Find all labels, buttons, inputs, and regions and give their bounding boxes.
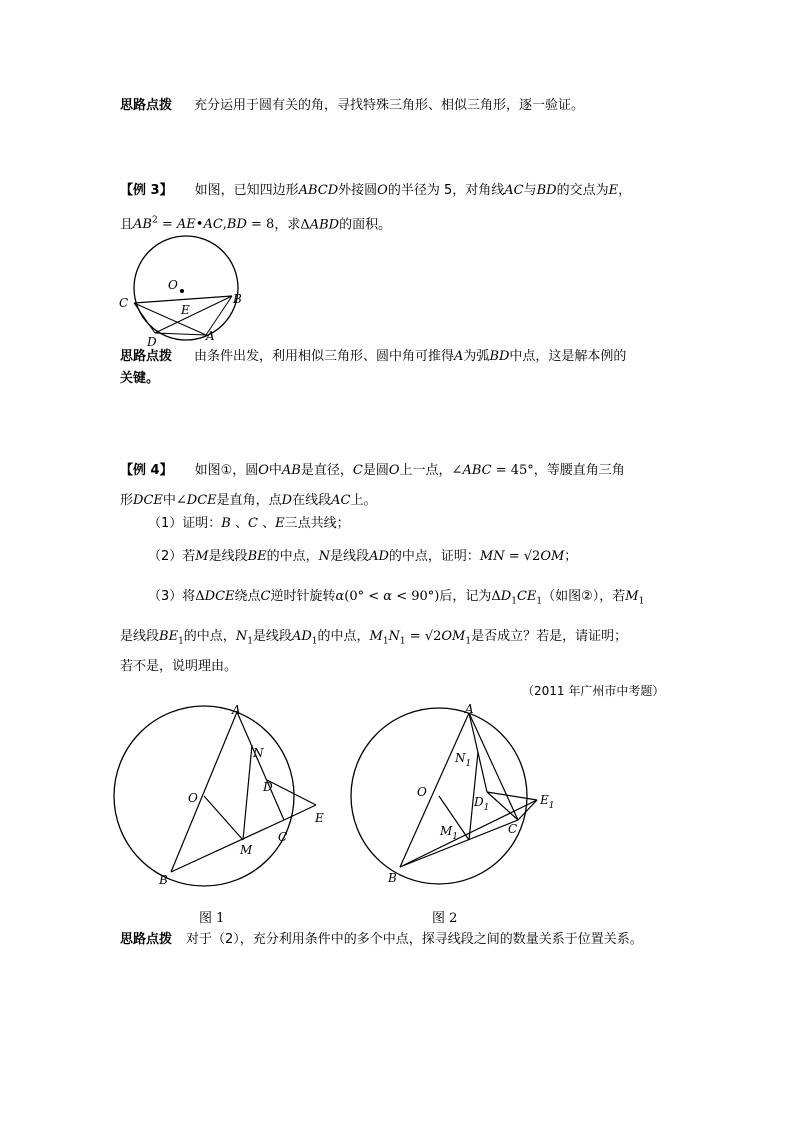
fig2-label-m1	[439, 824, 458, 842]
ex3-text: 的半径为 5，对角线	[387, 183, 505, 198]
ex3-text: 与	[523, 183, 537, 198]
example-4-source	[522, 682, 664, 700]
ex4-text: 是线段	[120, 629, 160, 644]
hint-1-label: 思路点拨	[120, 98, 173, 113]
ex4-text: 的中点，证明：	[388, 549, 480, 564]
ex4-text: 中	[162, 493, 176, 508]
ex4-text: ，等腰直角三角	[533, 463, 625, 478]
math-bce: B 、C 、E	[221, 516, 285, 531]
math-a: A	[454, 349, 464, 364]
fig2-label-e: E	[540, 793, 549, 807]
math-be1: $BE_1$	[159, 629, 184, 647]
math-ad1: $AD_1$	[291, 629, 318, 647]
ex4-text: 是直径，	[300, 463, 353, 478]
fig2-sub-d: 1	[483, 803, 490, 813]
ex4-text: 如图①，圆	[194, 463, 259, 478]
ex4-text: 是线段	[252, 629, 292, 644]
example-4-line-4	[120, 628, 627, 651]
hint-2-line-2	[120, 370, 159, 388]
fig2-label-b: B	[388, 871, 397, 885]
ex4-text: 的中点，	[183, 629, 236, 644]
math-condition: $AB^2$ = AE•AC,BD = 8	[133, 216, 275, 233]
fig1-label-a: A	[232, 703, 241, 717]
ex3-text: 且	[120, 217, 134, 233]
math-o: O	[377, 183, 388, 198]
math-m: M	[195, 549, 209, 564]
math-abcd: ABCD	[298, 183, 339, 198]
math-angle-dce: ∠DCE	[175, 493, 217, 508]
fig2-label-d: D	[474, 795, 484, 809]
ex3-text: 的面积。	[339, 217, 392, 233]
math-d: D	[281, 493, 293, 508]
hint-2-label: 思路点拨	[120, 349, 173, 364]
fig3-label-o: O	[168, 278, 178, 292]
ex4-text: 是线段	[330, 549, 370, 564]
fig2-label-a: A	[465, 702, 474, 716]
figure-2	[348, 700, 568, 900]
ex4-text: 形	[120, 493, 134, 508]
example-3-line-1	[120, 182, 631, 200]
fig3-label-b: B	[233, 292, 242, 306]
math-o: O	[258, 463, 269, 478]
ex4-text: 在线段	[292, 493, 332, 508]
hint-1-text: 充分运用于圆有关的角，寻找特殊三角形、相似三角形，逐一验证。	[194, 98, 585, 113]
hint-2-text: 为弧	[463, 349, 490, 364]
fig1-label-n: N	[253, 746, 264, 760]
ex4-text: 的中点，	[266, 549, 319, 564]
math-triangle-d1ce1: $\Delta D_1CE_1$	[491, 589, 543, 607]
fig2-sub-m: 1	[452, 832, 459, 842]
fig2-label-d1	[473, 795, 489, 813]
fig3-label-d: D	[147, 335, 157, 349]
math-e: E	[608, 183, 619, 198]
example-4-label: 【例 4】	[120, 463, 173, 478]
fig2-label-m: M	[440, 824, 453, 838]
fig2-label-c: C	[508, 822, 518, 836]
math-angle-abc: ∠ABC = 45°	[451, 463, 534, 478]
figure-2-caption: 图 2	[432, 911, 458, 926]
math-triangle-abd: ΔABD	[300, 217, 340, 233]
ex4-text: 中	[268, 463, 282, 478]
math-dce: DCE	[133, 493, 163, 508]
math-bd: BD	[489, 349, 510, 364]
math-m1: $M_1$	[625, 589, 645, 607]
fig1-label-o: O	[188, 791, 198, 805]
fig2-sub-n: 1	[465, 759, 472, 769]
ex4-text: 若不是，说明理由。	[120, 659, 238, 674]
hint-3	[120, 931, 643, 949]
ex4-text: 是圆	[362, 463, 389, 478]
hint-2-text: 由条件出发，利用相似三角形、圆中角可推得	[194, 349, 455, 364]
hint-2-text: 中点，这是解本例的	[509, 349, 627, 364]
fig1-label-b: B	[159, 873, 168, 887]
fig2-label-n: N	[455, 751, 466, 765]
math-ac: AC	[504, 183, 524, 198]
math-ad: AD	[369, 549, 389, 564]
hint-3-label: 思路点拨	[120, 932, 173, 947]
hint-3-text: 对于（2），充分利用条件中的多个中点，探寻线段之间的数量关系于位置关系。	[186, 932, 643, 947]
math-mn-eq: MN = √2OM	[479, 549, 565, 564]
ex4-text: （1）证明：	[148, 516, 222, 531]
ex3-text: 的交点为	[556, 183, 609, 198]
fig3-label-e: E	[181, 303, 190, 317]
fig2-label-e1	[539, 793, 555, 811]
math-n1: $N_1$	[235, 629, 253, 647]
fig2-sub-e: 1	[548, 801, 555, 811]
ex4-text: （如图②），若	[542, 589, 626, 604]
fig1-label-m: M	[240, 843, 253, 857]
ex4-text: 三点共线；	[284, 516, 350, 531]
fig1-label-c: C	[278, 830, 288, 844]
math-m1n1-eq: $M_1N_1 = √2OM_1$	[369, 629, 472, 647]
example-4-line-2	[120, 492, 376, 510]
example-4-line-5	[120, 658, 237, 676]
math-ac: AC	[331, 493, 351, 508]
figure-1-caption: 图 1	[199, 911, 225, 926]
ex3-text: 外接圆	[338, 183, 378, 198]
math-n: N	[318, 549, 331, 564]
hint-2-text: 关键。	[120, 371, 160, 386]
example-3-label: 【例 3】	[120, 183, 173, 198]
ex4-text: （2）若	[148, 549, 196, 564]
math-bd: BD	[536, 183, 557, 198]
ex4-text: 是直角，点	[216, 493, 282, 508]
ex4-text: 绕点	[234, 589, 261, 604]
fig1-label-e: E	[315, 811, 324, 825]
math-be: BE	[247, 549, 267, 564]
ex3-text: 如图，已知四边形	[194, 183, 299, 198]
fig2-label-o: O	[417, 785, 427, 799]
example-3-line-2	[120, 212, 391, 234]
source-text: （2011 年广州市中考题）	[522, 684, 665, 698]
example-4-line-1	[120, 462, 625, 480]
fig2-label-n1	[454, 751, 471, 769]
hint-1	[120, 97, 584, 115]
example-4-question-1	[148, 515, 350, 533]
ex4-text: （3）将	[148, 589, 196, 604]
ex4-text: 的中点，	[317, 629, 370, 644]
hint-2-line-1	[120, 348, 626, 366]
ex4-text: 是线段	[208, 549, 248, 564]
ex4-text: ；	[564, 549, 578, 564]
ex4-text: 是否成立？若是，请证明；	[471, 629, 628, 644]
math-o: O	[388, 463, 400, 478]
figure-1	[118, 700, 338, 900]
ex3-text: ，求	[274, 217, 301, 233]
math-triangle-dce: ΔDCE	[195, 589, 235, 604]
math-c: C	[260, 589, 271, 604]
fig1-label-d: D	[263, 780, 273, 794]
fig3-label-a: A	[206, 329, 215, 343]
math-ab: AB	[281, 463, 301, 478]
ex3-comma: ，	[618, 183, 632, 198]
fig3-label-c: C	[119, 296, 129, 310]
ex4-text: 后，记为	[439, 589, 492, 604]
figure-example-3	[115, 240, 255, 349]
math-c: C	[352, 463, 363, 478]
ex4-text: 上一点，	[399, 463, 452, 478]
math-alpha-range: α(0° < α < 90°)	[335, 589, 440, 604]
example-4-question-3	[148, 588, 644, 611]
example-4-question-2	[148, 548, 577, 566]
ex4-text: 逆时针旋转	[270, 589, 336, 604]
ex4-text: 上。	[350, 493, 377, 508]
